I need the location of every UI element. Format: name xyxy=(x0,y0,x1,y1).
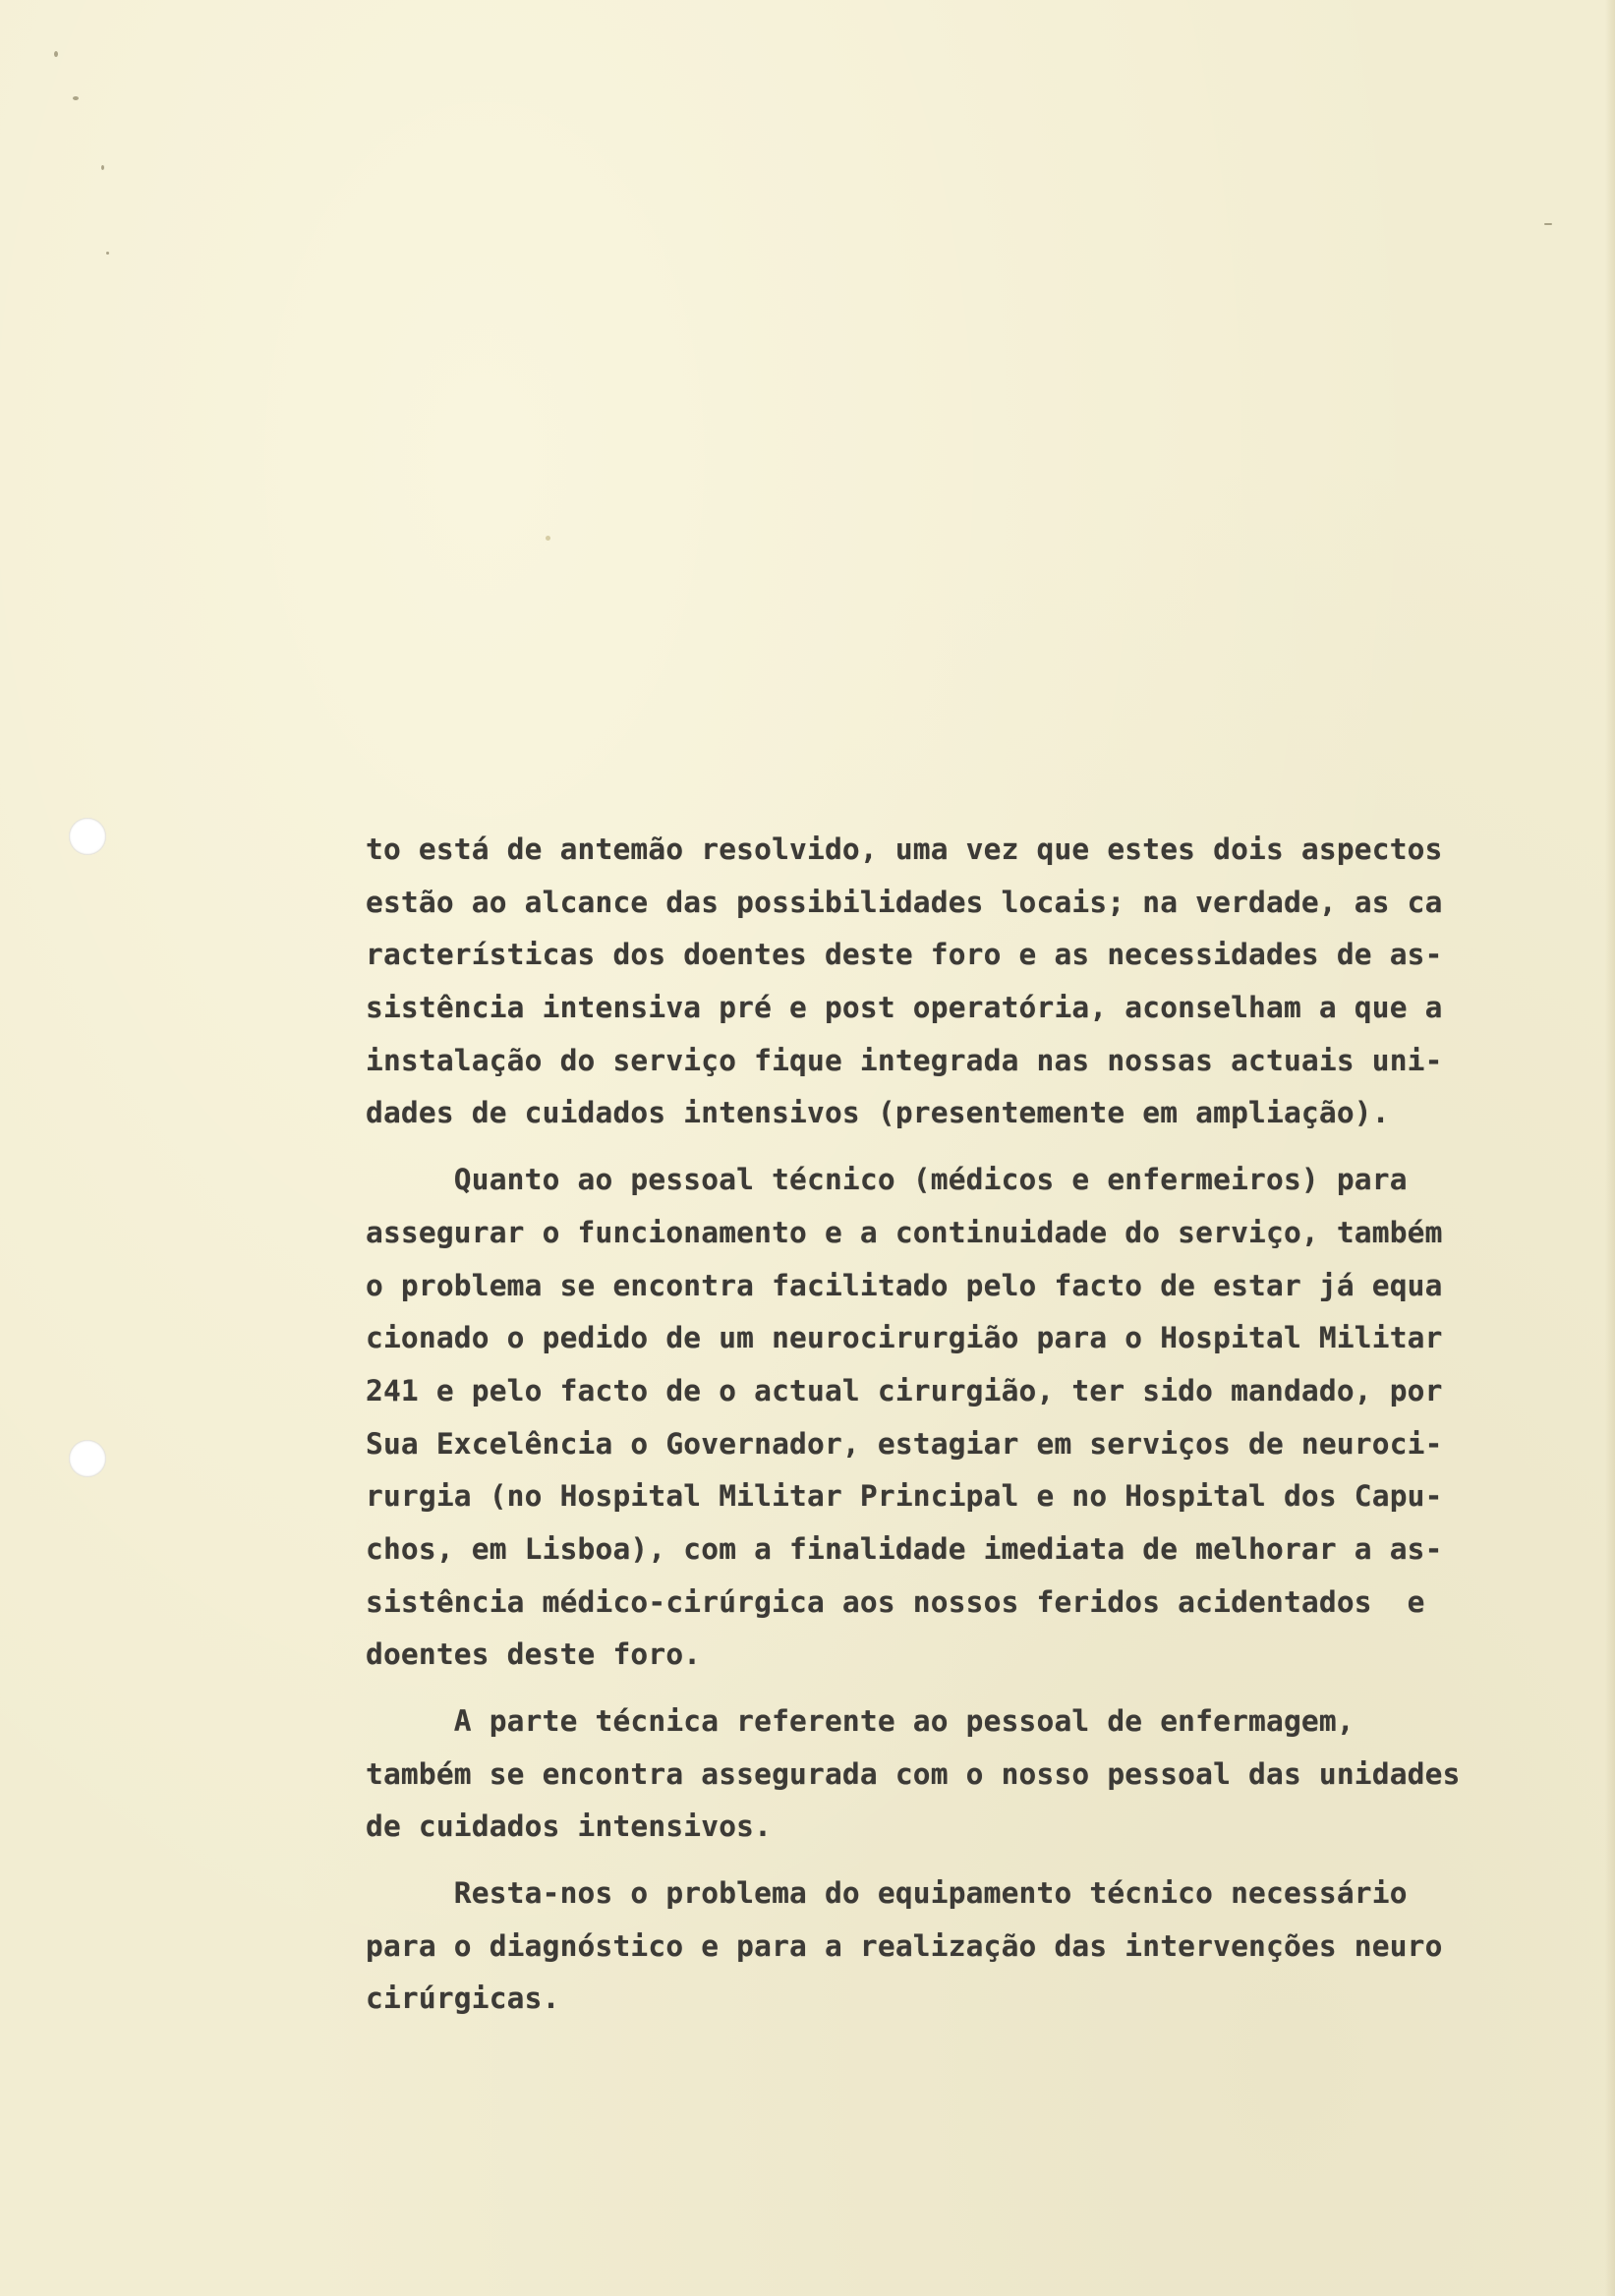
text-line: Resta-nos o problema do equipamento técnico necessário xyxy=(366,1876,1408,1911)
punch-hole-bottom xyxy=(69,1440,106,1477)
text-line: chos, em Lisboa), com a finalidade imediata de melhorar a as- xyxy=(366,1531,1443,1566)
text-line: instalação do serviço fique integrada nas nossas actuais uni- xyxy=(366,1043,1443,1077)
paragraph-gap xyxy=(366,1682,1560,1695)
text-line: cirúrgicas. xyxy=(366,1981,560,2016)
text-line: Sua Excelência o Governador, estagiar em serviços de neuroci- xyxy=(366,1426,1443,1461)
text-line: rurgia (no Hospital Militar Principal e no Hospital dos Capu- xyxy=(366,1479,1443,1514)
text-line: assegurar o funcionamento e a continuidade do serviço, também xyxy=(366,1215,1443,1249)
text-line: dades de cuidados intensivos (presentemente em ampliação). xyxy=(366,1096,1390,1130)
text-line: Quanto ao pessoal técnico (médicos e enfermeiros) para xyxy=(366,1163,1408,1197)
paper-speck xyxy=(101,165,104,170)
paper-speck xyxy=(106,252,109,255)
paragraph-3 xyxy=(366,1695,1560,1854)
paper-speck xyxy=(54,51,58,57)
paper-speck xyxy=(1544,223,1552,225)
paragraph-gap xyxy=(366,1140,1560,1154)
paper-speck xyxy=(73,96,79,100)
paper-edge-shadow xyxy=(1605,0,1615,2296)
text-line: também se encontra assegurada com o nosso pessoal das unidades xyxy=(366,1756,1461,1791)
text-line: o problema se encontra facilitado pelo facto de estar já equa xyxy=(366,1268,1443,1302)
text-line: para o diagnóstico e para a realização das intervenções neuro xyxy=(366,1928,1443,1963)
paragraph-4 xyxy=(366,1867,1560,2026)
typewritten-text xyxy=(366,824,1560,2026)
text-line: sistência intensiva pré e post operatória, aconselham a que a xyxy=(366,991,1443,1025)
paragraph-gap xyxy=(366,1854,1560,1867)
paragraph-1 xyxy=(366,824,1560,1140)
text-line: to está de antemão resolvido, uma vez que estes dois aspectos xyxy=(366,832,1443,866)
text-line: racterísticas dos doentes deste foro e as necessidades de as- xyxy=(366,938,1443,972)
text-line: A parte técnica referente ao pessoal de enfermagem, xyxy=(366,1704,1355,1738)
paper-stain xyxy=(546,536,550,541)
text-line: 241 e pelo facto de o actual cirurgião, ter sido mandado, por xyxy=(366,1373,1443,1407)
text-line: cionado o pedido de um neurocirurgião para o Hospital Militar xyxy=(366,1321,1443,1355)
text-line: sistência médico-cirúrgica aos nossos feridos acidentados e xyxy=(366,1584,1425,1619)
paragraph-2 xyxy=(366,1154,1560,1682)
text-line: estão ao alcance das possibilidades locais; na verdade, as ca xyxy=(366,885,1443,919)
text-line: doentes deste foro. xyxy=(366,1637,702,1672)
punch-hole-top xyxy=(69,818,106,855)
text-line: de cuidados intensivos. xyxy=(366,1809,773,1844)
